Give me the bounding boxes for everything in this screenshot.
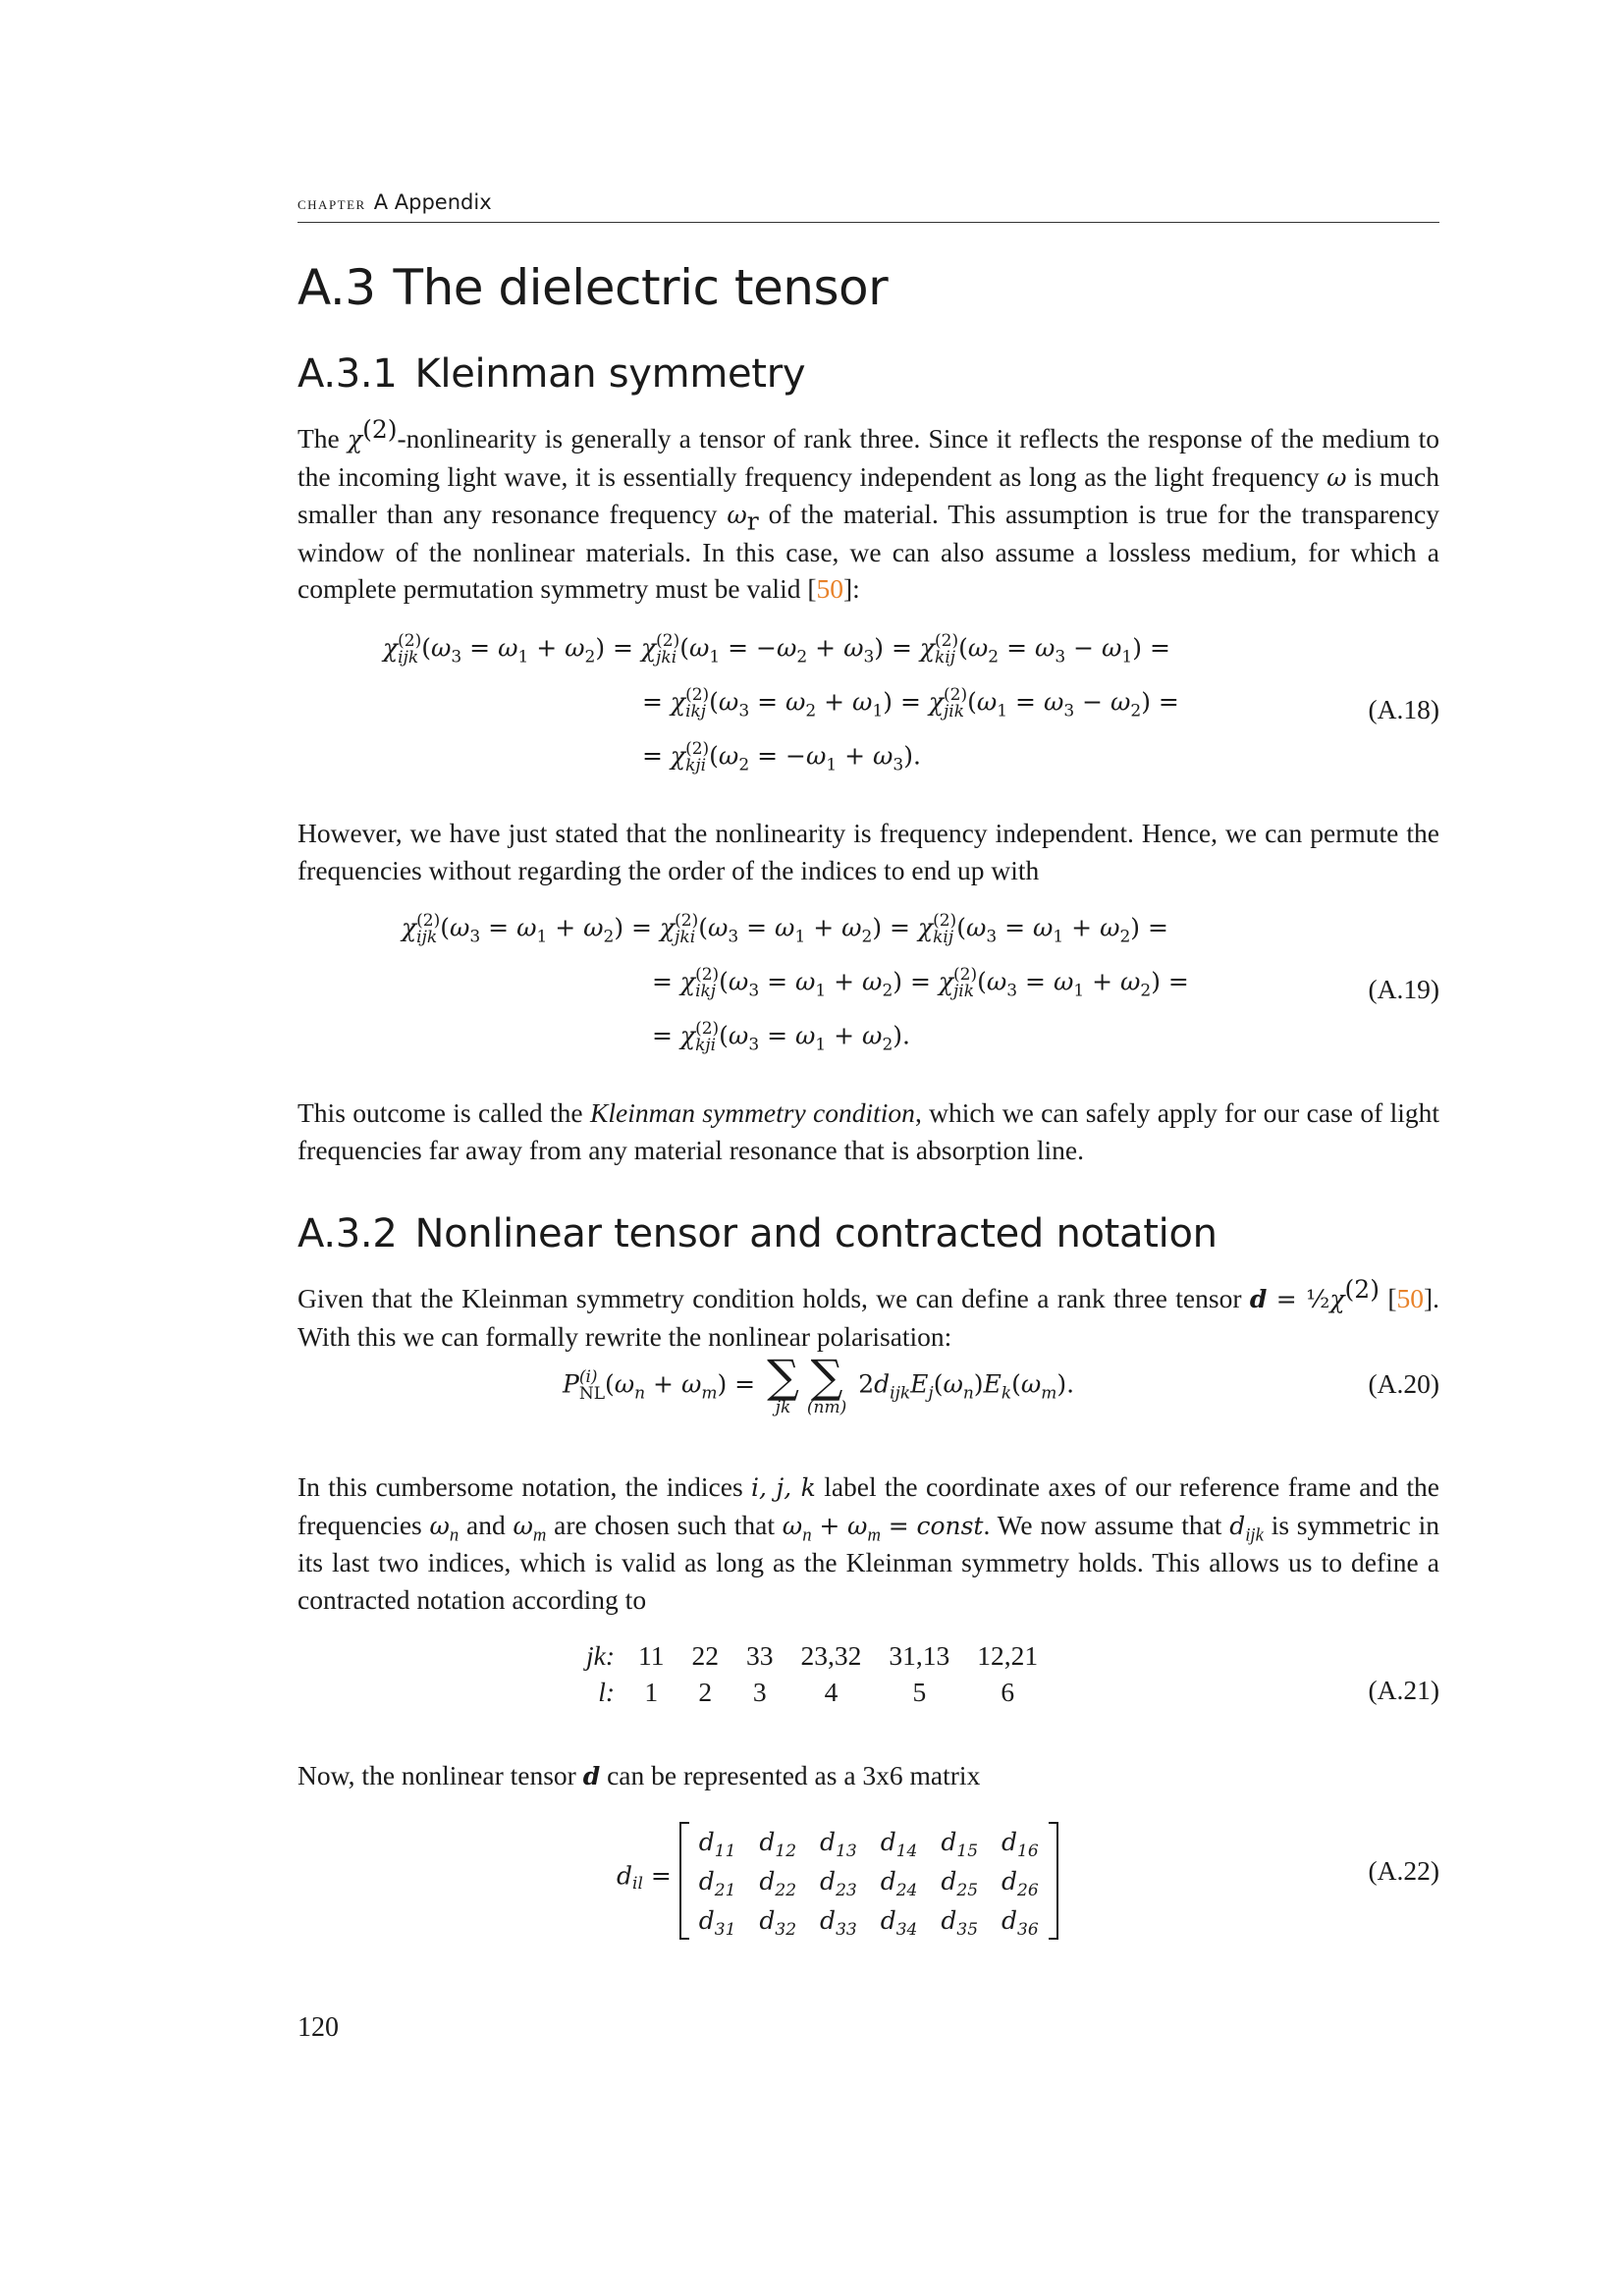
paragraph-kleinman-condition: This outcome is called the Kleinman symmetry condition, which we can safely apply for our case of light frequencies far away from any material resonance that is absorption line. <box>298 1097 1440 1165</box>
subsection-number: A.3.1 <box>298 351 398 397</box>
running-header <box>298 190 1439 223</box>
subsection-number: A.3.2 <box>298 1211 398 1256</box>
paragraph-permute: However, we have just stated that the nonlinearity is frequency independent. Hence, we can permute the frequencies without regarding the order of the indices to end up with <box>298 818 1439 885</box>
section-heading <box>298 259 888 316</box>
paragraph-contracted-notation: In this cumbersome notation, the indices i, j, k label the coordinate axes of our reference frame and the frequencies $\omega_n$ and $\omega_m$ are chosen such that $\omega_n + \omega_m$ = const. We now assume that $d_{ijk}$ is symmetric in its last two indices, which is valid as long as the Kleinman symmetry holds. This allows us to define a contracted notation according to <box>298 1471 1440 1615</box>
equation-number: (A.20) <box>1368 1368 1439 1399</box>
subsection-title: Kleinman symmetry <box>414 351 806 397</box>
chapter-title: A Appendix <box>373 190 492 214</box>
subsection-heading-kleinman <box>298 351 805 397</box>
section-number: A.3 <box>298 259 376 316</box>
subsection-title: Nonlinear tensor and contracted notation <box>414 1211 1218 1256</box>
subsection-heading-nonlinear-tensor <box>298 1211 1218 1256</box>
equation-a19: χ (2) ijk $(\omega_3 = \omega_1 + \omega_2) = \chi$ (2) jki $(\omega_3 = \omega_1 + \omega_2) = \chi$ (2) kij $(\omega_3 = \omega_1 + \omega_2)$ = = χ (2) ikj $(\omega_3 = \omega_1 + \omega_2) = \chi$ (2) jik $(\omega_3 = \omega_1 + \omega_2)$ = = χ (2) kji $(\omega_3 = \omega_1 + \omega_2)$. (A.19) <box>402 911 1439 1055</box>
chapter-label: chapter <box>298 193 366 214</box>
equation-number: (A.19) <box>1368 974 1439 1004</box>
equation-a18: χ (2) ijk $(\omega_3 = \omega_1 + \omega_2) = \chi$ (2) jki $(\omega_1 = -\omega_2 + \omega_3) = \chi$ (2) kij $(\omega_2 = \omega_3 - \omega_1)$ = = χ (2) ikj $(\omega_3 = \omega_2 + \omega_1) = \chi$ (2) jik $(\omega_1 = \omega_3 - \omega_2)$ = = χ (2) kji $(\omega_2 = -\omega_1 + \omega_3)$. (A.18) <box>383 631 1439 775</box>
equation-number: (A.18) <box>1368 694 1439 724</box>
d-matrix: $d_{11}$ $d_{12}$ $d_{13}$ $d_{14}$ $d_{15}$ $d_{16}$ $d_{21}$ $d_{22}$ $d_{23}$ $d_{24}$ $d_{25}$ $d_{26}$ $d_{31}$ $d_{32}$ $d_{33}$ $d_{34}$ $d_{35}$ $d_{36}$ <box>679 1822 1058 1940</box>
citation-link[interactable]: 50 <box>816 573 843 604</box>
equation-number: (A.22) <box>1368 1855 1439 1886</box>
citation-link[interactable]: 50 <box>1396 1283 1424 1313</box>
paragraph-matrix-intro: Now, the nonlinear tensor d can be represented as a 3x6 matrix <box>298 1760 981 1790</box>
table-row: l: 1 2 3 4 5 6 <box>598 1676 1015 1707</box>
equation-a20: P (i) NL $(\omega_n + \omega_m)$ = ∑ jk ∑ (nm) $2d_{ijk}E_j(\omega_n)E_k(\omega_m)$. (A.20) <box>563 1350 1439 1417</box>
equation-number: (A.21) <box>1368 1675 1439 1705</box>
contracted-notation-table <box>572 1637 1052 1710</box>
paragraph-tensor-definition: Given that the Kleinman symmetry condition holds, we can define a rank three tensor $d = \frac{1}{2}\chi^{(2)}$ [50]. With this we can formally rewrite the nonlinear polarisation: <box>298 1274 1440 1352</box>
section-title: The dielectric tensor <box>393 259 889 316</box>
page-number: 120 <box>298 2012 339 2043</box>
paragraph-intro: The $\chi^{(2)}$-nonlinearity is generally a tensor of rank three. Since it reflects the response of the medium to the incoming light wave, it is essentially frequency independent as long as the light frequency ω is much smaller than any resonance frequency $\omega_r$ of the material. This assumption is true for the transparency window of the nonlinear materials. In this case, we can also assume a lossless medium, for which a complete permutation symmetry must be valid [50]: <box>298 414 1439 604</box>
equation-a22: $d_{il}$ = $d_{11}$ $d_{12}$ $d_{13}$ $d_{14}$ $d_{15}$ $d_{16}$ $d_{21}$ $d_{22}$ $d_{23}$ $d_{24}$ $d_{25}$ $d_{26}$ $d_{31}$ $d_{32}$ $d_{33}$ $d_{34}$ $d_{35}$ $d_{36}$ <box>617 1822 1058 1940</box>
table-row: jk: 11 22 33 23,32 31,13 12,21 <box>586 1639 1039 1671</box>
